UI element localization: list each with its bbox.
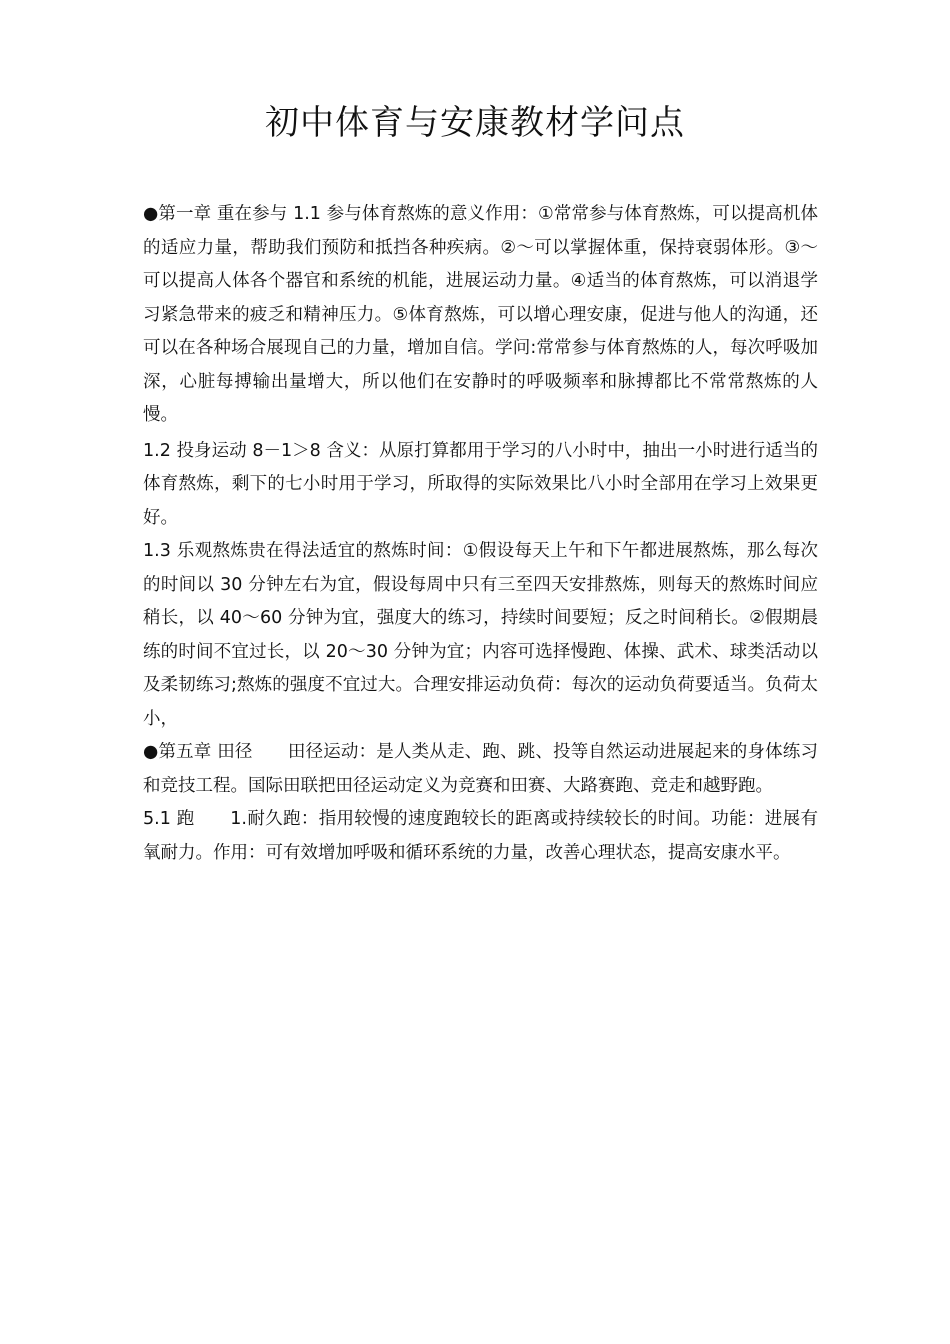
paragraph-section-1-2: 1.2 投身运动 8－1＞8 含义：从原打算都用于学习的八小时中，抽出一小时进行适当的体育熬炼，剩下的七小时用于学习，所取得的实际效果比八小时全部用在学习上效果更好。 <box>143 440 818 528</box>
paragraph-section-1-3: 1.3 乐观熬炼贵在得法适宜的熬炼时间：①假设每天上午和下午都进展熬炼，那么每次的时间以 30 分钟左右为宜，假设每周中只有三至四天安排熬炼，则每天的熬炼时间应稍长，以 40～60 分钟为宜，强度大的练习，持续时间要短；反之时间稍长。②假期晨练的时间不宜过长，以 20～30 分钟为宜；内容可选择慢跑、体操、武术、球类活动以及柔韧练习;熬炼的强度不宜过大。合理安排运动负荷：每次的运动负荷要适当。负荷太小， <box>143 541 818 729</box>
paragraph-chapter-five: ●第五章 田径 田径运动：是人类从走、跑、跳、投等自然运动进展起来的身体练习和竞技工程。国际田联把田径运动定义为竞赛和田赛、大路赛跑、竞走和越野跑。 <box>143 742 818 796</box>
paragraph-chapter-one: ●第一章 重在参与 1.1 参与体育熬炼的意义作用：①常常参与体育熬炼，可以提高机体的适应力量，帮助我们预防和抵挡各种疾病。②～可以掌握体重，保持衰弱体形。③～可以提高人体各个器官和系统的机能，进展运动力量。④适当的体育熬炼，可以消退学习紧急带来的疲乏和精神压力。⑤体育熬炼，可以增心理安康，促进与他人的沟通，还可以在各种场合展现自己的力量，增加自信。学问:常常参与体育熬炼的人，每次呼吸加深，心脏每搏输出量增大，所以他们在安静时的呼吸频率和脉搏都比不常常熬炼的人慢。 <box>143 204 818 425</box>
paragraph-section-5-1: 5.1 跑 1.耐久跑：指用较慢的速度跑较长的距离或持续较长的时间。功能：进展有氧耐力。作用：可有效增加呼吸和循环系统的力量，改善心理状态，提高安康水平。 <box>143 809 818 863</box>
document-body <box>143 198 818 870</box>
document-title: 初中体育与安康教材学问点 <box>265 103 685 143</box>
